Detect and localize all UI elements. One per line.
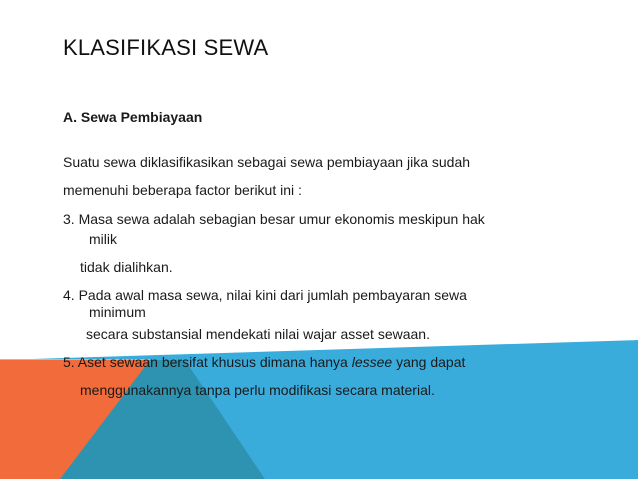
item-5-emphasis: lessee	[351, 354, 393, 370]
item-4-line-2: minimum	[89, 304, 146, 320]
section-heading: A. Sewa Pembiayaan	[63, 109, 203, 125]
slide-title: KLASIFIKASI SEWA	[63, 35, 269, 60]
item-5-line-2: menggunakannya tanpa perlu modifikasi secara material.	[80, 382, 435, 398]
item-3-line-2: milik	[89, 231, 117, 247]
item-4-line-3: secara substansial mendekati nilai wajar asset sewaan.	[86, 326, 430, 342]
item-3-line-3: tidak dialihkan.	[80, 259, 173, 275]
item-5-text-post: yang dapat	[392, 354, 466, 370]
intro-line-2: memenuhi beberapa factor berikut ini :	[63, 182, 302, 198]
item-5-text-pre: 5. Aset sewaan bersifat khusus dimana hanya	[63, 354, 352, 370]
intro-line-1: Suatu sewa diklasifikasikan sebagai sewa pembiayaan jika sudah	[63, 154, 471, 170]
item-4-line-1: 4. Pada awal masa sewa, nilai kini dari jumlah pembayaran sewa	[63, 287, 467, 303]
item-5-line-1	[63, 354, 465, 370]
item-3-line-1: 3. Masa sewa adalah sebagian besar umur ekonomis meskipun hak	[63, 211, 485, 227]
